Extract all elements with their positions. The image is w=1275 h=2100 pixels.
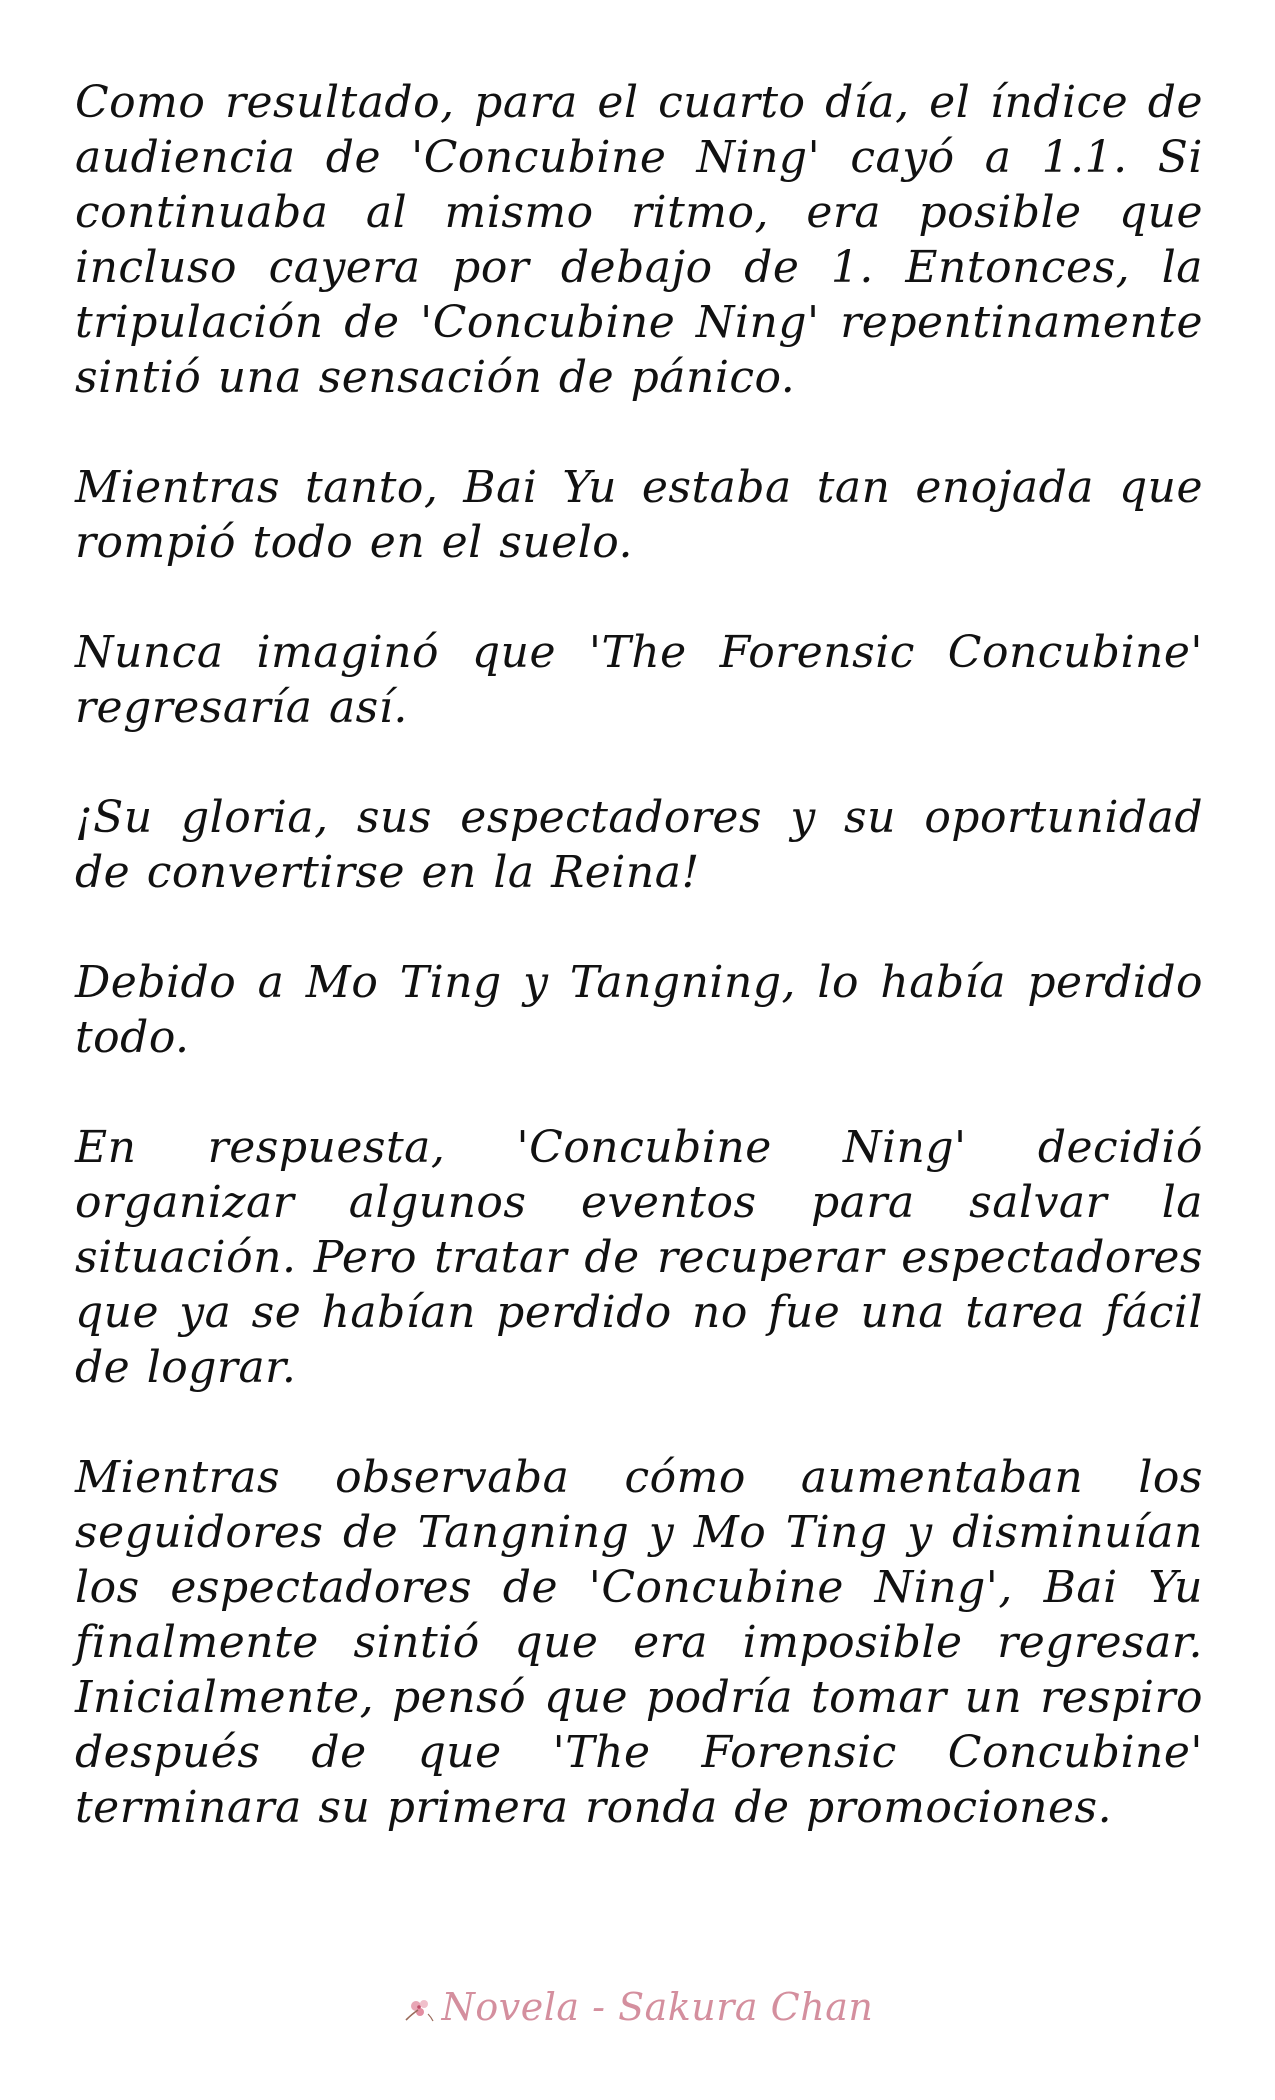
paragraph-5: Debido a Mo Ting y Tangning, lo había perdido todo. <box>75 957 1203 1063</box>
paragraph-2: Mientras tanto, Bai Yu estaba tan enojada que rompió todo en el suelo. <box>75 462 1203 568</box>
sakura-flower-icon <box>402 1989 436 2019</box>
paragraph-3: Nunca imaginó que 'The Forensic Concubine' regresaría así. <box>75 627 1203 733</box>
paragraph-7: Mientras observaba cómo aumentaban los seguidores de Tangning y Mo Ting y disminuían los espectadores de 'Concubine Ning', Bai Yu finalmente sintió que era imposible regresar. Inicialmente, pensó que podría tomar un respiro después de que 'The Forensic Concubine' terminara su primera ronda de promociones. <box>75 1452 1203 1833</box>
paragraph-6: En respuesta, 'Concubine Ning' decidió organizar algunos eventos para salvar la situación. Pero tratar de recuperar espectadores que ya se habían perdido no fue una tarea fácil de lograr. <box>75 1122 1203 1393</box>
document-body <box>75 75 1203 1890</box>
paragraph-4: ¡Su gloria, sus espectadores y su oportunidad de convertirse en la Reina! <box>75 792 1203 898</box>
watermark-text: Novela - Sakura Chan <box>441 1985 874 2029</box>
watermark <box>0 1985 1275 2029</box>
paragraph-1: Como resultado, para el cuarto día, el índice de audiencia de 'Concubine Ning' cayó a 1.1. Si continuaba al mismo ritmo, era posible que incluso cayera por debajo de 1. Entonces, la tripulación de 'Concubine Ning' repentinamente sintió una sensación de pánico. <box>75 77 1203 403</box>
